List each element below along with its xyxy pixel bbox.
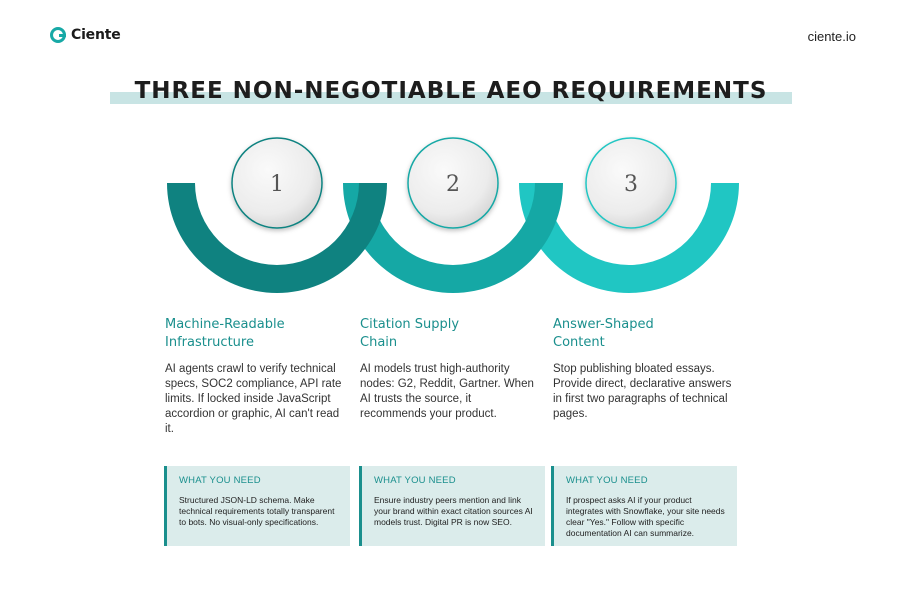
step-heading <box>360 316 540 352</box>
what-you-need-panel-3 <box>551 466 737 546</box>
what-you-need-panel-2 <box>359 466 545 546</box>
what-you-need-label: WHAT YOU NEED <box>374 475 456 486</box>
step-description: Stop publishing bloated essays. Provide direct, declarative answers in first two paragraphs of technical pages. <box>553 363 732 420</box>
what-you-need-label: WHAT YOU NEED <box>566 475 648 486</box>
step-circle-1 <box>232 138 322 228</box>
page-title: THREE NON-NEGOTIABLE AEO REQUIREMENTS <box>134 78 768 104</box>
step-column-1 <box>165 316 345 437</box>
step-heading-line1: Machine-Readable <box>165 317 285 332</box>
step-circle-3 <box>586 138 676 228</box>
step-column-2 <box>360 316 540 422</box>
brand-name: Ciente <box>71 27 121 43</box>
what-you-need-label: WHAT YOU NEED <box>179 475 261 486</box>
step-heading-line2: Content <box>553 335 605 350</box>
site-url[interactable]: ciente.io <box>807 29 856 44</box>
what-you-need-text: Structured JSON-LD schema. Make technical requirements totally transparent to bots. No visual-only specifications. <box>179 495 335 527</box>
step-heading-line2: Infrastructure <box>165 335 254 350</box>
step-description: AI agents crawl to verify technical specs, SOC2 compliance, API rate limits. If locked inside JavaScript accordion or graphic, AI can't read it. <box>165 363 342 435</box>
what-you-need-text: If prospect asks AI if your product integrates with Snowflake, your site needs clear "Yes." Follow with specific documentation AI can summarize. <box>566 495 725 538</box>
step-heading <box>553 316 733 352</box>
step-number-1: 1 <box>270 172 284 197</box>
step-number-3: 3 <box>624 172 638 197</box>
step-circle-2 <box>408 138 498 228</box>
step-heading-line2: Chain <box>360 335 398 350</box>
step-number-2: 2 <box>446 172 460 197</box>
what-you-need-text: Ensure industry peers mention and link your brand within exact citation sources AI models trust. Digital PR is now SEO. <box>374 495 533 527</box>
step-heading-line1: Answer-Shaped <box>553 317 654 332</box>
step-description: AI models trust high-authority nodes: G2, Reddit, Gartner. When AI trusts the source, it recommends your product. <box>360 363 534 420</box>
step-heading-line1: Citation Supply <box>360 317 460 332</box>
step-heading <box>165 316 345 352</box>
step-column-3 <box>553 316 733 422</box>
what-you-need-panel-1 <box>164 466 350 546</box>
